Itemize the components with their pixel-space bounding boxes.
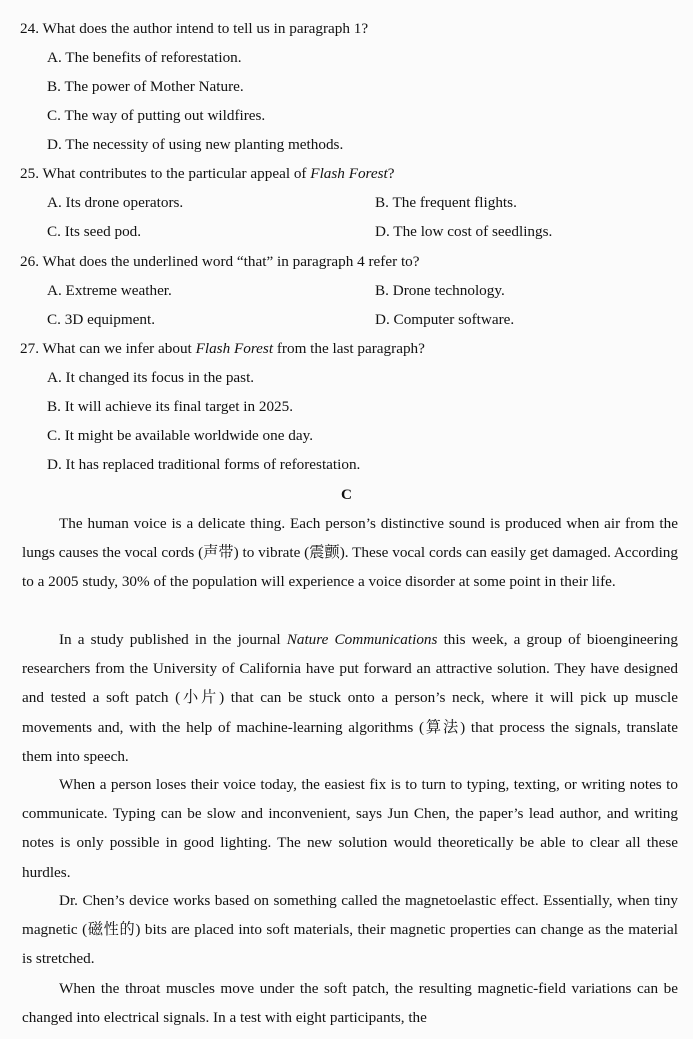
passage-paragraph-2-start: In a study published in the journal [59,631,287,648]
question-24-option-b: B. The power of Mother Nature. [47,78,244,95]
question-25 [20,164,395,184]
question-27-suffix: from the last paragraph? [273,340,425,357]
question-25-prefix: 25. What contributes to the particular appeal of [20,165,311,182]
question-25-option-a: A. Its drone operators. [47,194,184,211]
passage-paragraph-5: When the throat muscles move under the soft patch, the resulting magnetic-field variations can be changed into electrical signals. In a test with eight participants, the [22,980,678,1027]
section-label: C [341,486,352,503]
question-27-prefix: 27. What can we infer about [20,340,196,357]
question-24: 24. What does the author intend to tell us in paragraph 1? [20,20,369,37]
question-25-option-b: B. The frequent flights. [375,194,517,211]
question-27-option-a: A. It changed its focus in the past. [47,369,255,386]
question-24-option-c: C. The way of putting out wildfires. [47,107,266,124]
question-26-option-c: C. 3D equipment. [47,311,155,328]
passage-paragraph-1: The human voice is a delicate thing. Each person’s distinctive sound is produced when air from the lungs causes the vocal cords (声带) to vibrate (震颤). These vocal cords can easily get damaged. According to a 2005 study, 30% of the population will experience a voice disorder at some point in their life. [22,515,678,591]
question-25-suffix: ? [387,165,395,182]
question-26-option-b: B. Drone technology. [375,282,505,299]
question-27-option-c: C. It might be available worldwide one day. [47,427,313,444]
passage-paragraph-4: Dr. Chen’s device works based on something called the magnetoelastic effect. Essentially, when tiny magnetic (磁性的) bits are placed into soft materials, their magnetic properties can change as the material is stretched. [22,892,678,968]
question-26: 26. What does the underlined word “that” in paragraph 4 refer to? [20,253,420,270]
question-25-option-d: D. The low cost of seedlings. [375,223,553,240]
question-25-option-c: C. Its seed pod. [47,223,142,240]
question-26-option-a: A. Extreme weather. [47,282,172,299]
question-26-option-d: D. Computer software. [375,311,515,328]
question-27-option-d: D. It has replaced traditional forms of reforestation. [47,456,361,473]
question-27 [20,339,425,359]
passage-paragraph-2 [22,625,678,771]
question-24-option-d: D. The necessity of using new planting methods. [47,136,344,153]
journal-name: Nature Communications [286,631,438,648]
question-27-italic: Flash Forest [195,340,274,357]
question-25-italic: Flash Forest [310,165,388,182]
passage-paragraph-3: When a person loses their voice today, the easiest fix is to turn to typing, texting, or writing notes to communicate. Typing can be slow and inconvenient, says Jun Chen, the paper’s lead author, and writing notes is only possible in good lighting. The new solution would theoretically be able to clear all these hurdles. [22,776,678,881]
passage-paragraph-2-rest: this week, a group of bioengineering researchers from the University of California have put forward an attractive solution. They have designed and tested a soft patch (小片) that can be stuck onto a person’s neck, where it will pick up muscle movements and, with the help of machine-learning algorithms (算法) that process the signals, translate them into speech. [22,631,678,765]
question-24-option-a: A. The benefits of reforestation. [47,49,242,66]
question-27-option-b: B. It will achieve its final target in 2025. [47,398,294,415]
